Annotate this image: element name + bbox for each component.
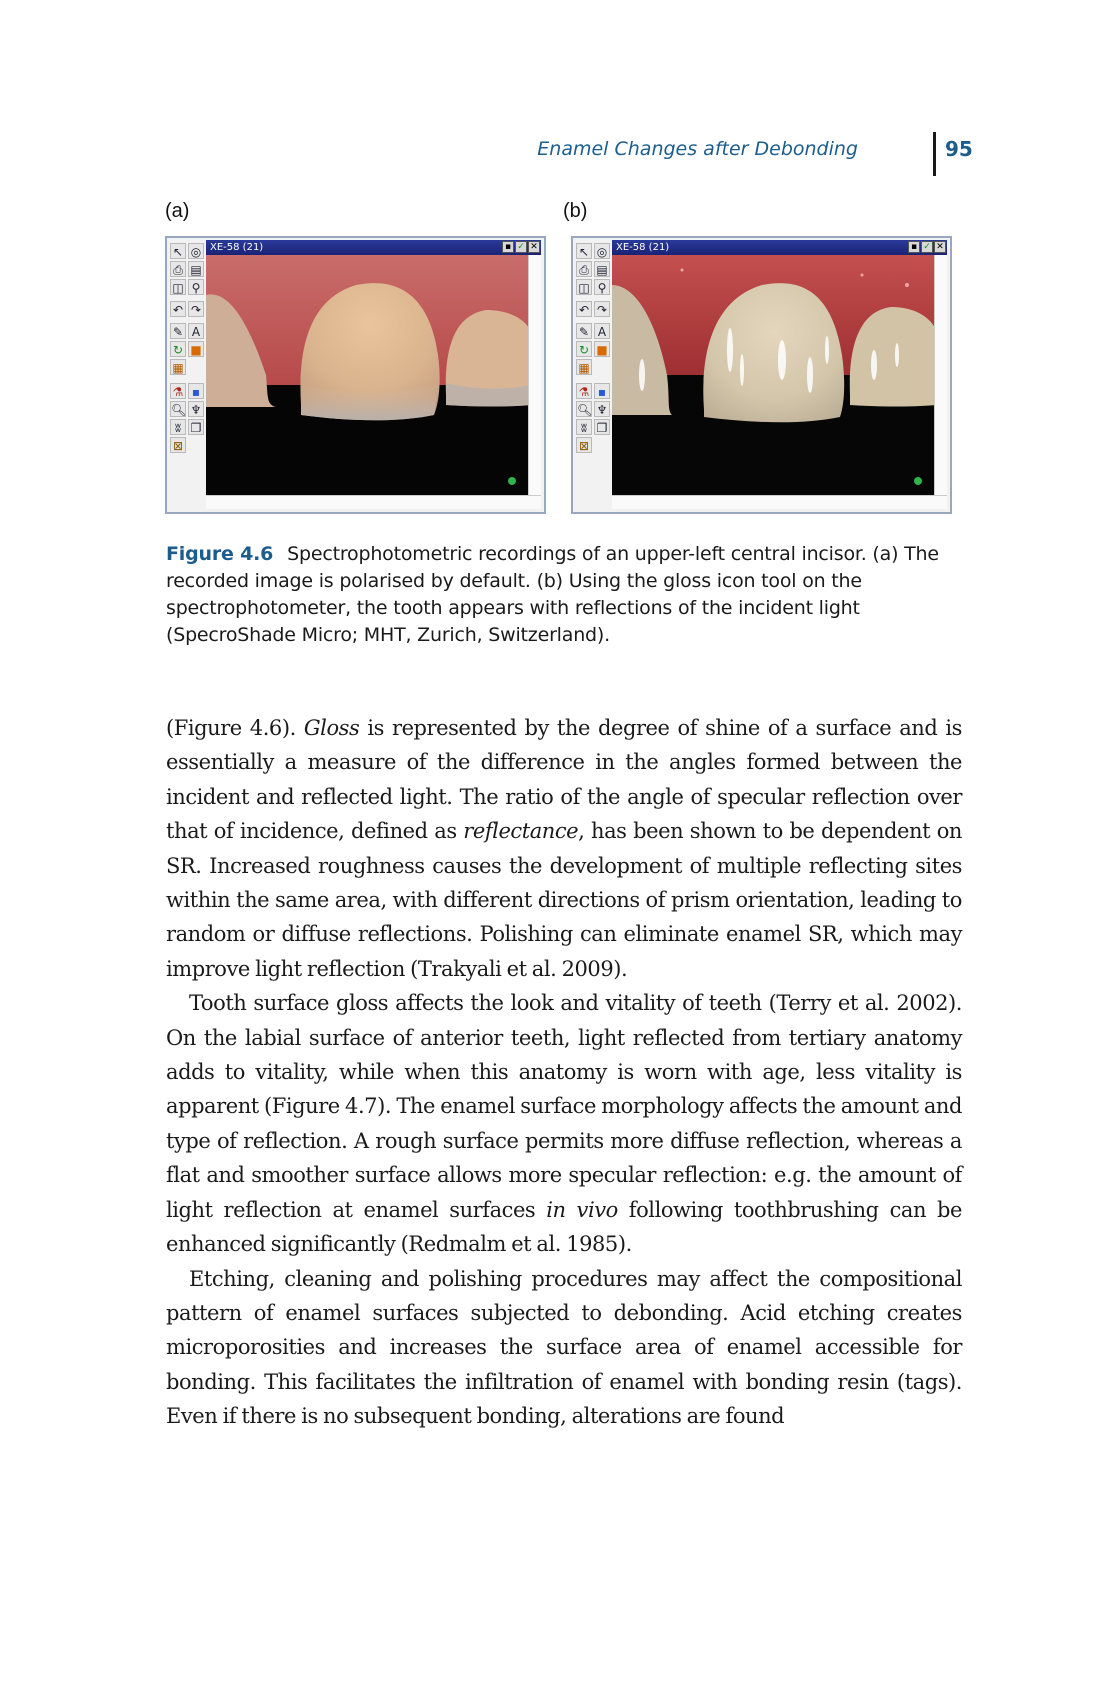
color-icon: ▪ <box>188 383 204 399</box>
tool-palette <box>576 243 612 479</box>
screenshot-panel-a <box>165 236 546 514</box>
window-icon: ◫ <box>576 279 592 295</box>
check-icon: ✓ <box>515 241 527 253</box>
pencil-icon: ✎ <box>170 323 186 339</box>
layers-icon: ❐ <box>188 419 204 435</box>
document-icon: ▤ <box>594 261 610 277</box>
tooth-icon: ♆ <box>188 401 204 417</box>
vertical-scrollbar[interactable] <box>934 255 947 495</box>
zoom-icon: ⚲ <box>594 279 610 295</box>
page-number: 95 <box>945 137 973 161</box>
image-icon: ⊠ <box>576 437 592 453</box>
p2-segment: following toothbrushing can be enhanced significantly (Redmalm et al. 1985). <box>166 1197 963 1257</box>
horizontal-scrollbar[interactable] <box>612 495 947 509</box>
layers-icon: ❐ <box>594 419 610 435</box>
teeth-icon: ʬ <box>170 419 186 435</box>
panel-label-a: (a) <box>165 200 190 222</box>
term-reflectance: reflectance <box>463 819 579 844</box>
stamp-icon: ■ <box>188 341 204 357</box>
caption-text: Spectrophotometric recordings of an upper-left central incisor. (a) The recorded image is polarised by default. (b) Using the gloss icon tool on the spectrophotometer, the tooth appears with reflections of the incident light (SpecroShade Micro; MHT, Zurich, Switzerland). <box>166 543 939 646</box>
p1-segment: , has been shown to be dependent on SR. Increased roughness causes the development of multiple reflecting sites within the same area, with different directions of prism orientation, leading to random or diffuse reflections. Polishing can eliminate enamel SR, which may improve light reflection (Trakyali et al. 2009). <box>166 819 962 981</box>
p2-segment: Tooth surface gloss affects the look and vitality of teeth (Terry et al. 2002). On the labial surface of anterior teeth, light reflected from tertiary anatomy adds to vitality, while when this anatomy is worn with age, less vitality is apparent (Figure 4.7). The enamel surface morphology affects the amount and type of reflection. A rough surface permits more diffuse reflection, whereas a flat and smoother surface allows more specular reflection: e.g. the amount of light reflection at enamel surfaces <box>166 991 962 1222</box>
undo-icon: ↶ <box>170 301 186 317</box>
save-icon: ▪ <box>908 241 920 253</box>
teeth-icon: ʬ <box>576 419 592 435</box>
check-icon: ✓ <box>921 241 933 253</box>
running-head <box>537 128 973 188</box>
horizontal-scrollbar[interactable] <box>206 495 541 509</box>
document-icon: ▤ <box>188 261 204 277</box>
search-icon: ◎ <box>188 243 204 259</box>
color-icon: ▪ <box>594 383 610 399</box>
image-icon: ⊠ <box>170 437 186 453</box>
printer-icon: ⎙ <box>170 261 186 277</box>
tooth-photo-gloss-graphic <box>612 255 934 495</box>
screenshot-panel-b <box>571 236 952 514</box>
vertical-scrollbar[interactable] <box>528 255 541 495</box>
paragraph-2 <box>166 986 962 1261</box>
flask-icon: ⚗ <box>170 383 186 399</box>
figure-label: Figure 4.6 <box>166 543 274 565</box>
p1-segment: (Figure 4.6). <box>166 716 304 740</box>
paragraph-3: Etching, cleaning and polishing procedures may affect the compositional pattern of enamel surfaces subjected to debonding. Acid etching creates microporosities and increases the surface area of enamel accessible for bonding. This facilitates the infiltration of enamel with bonding resin (tags). Even if there is no subsequent bonding, alterations are found <box>166 1266 962 1429</box>
magnifier-icon: 🔍︎ <box>171 403 187 417</box>
running-title: Enamel Changes after Debonding <box>537 138 858 160</box>
close-icon: ✕ <box>528 241 540 253</box>
redo-icon: ↷ <box>188 301 204 317</box>
text-icon: A <box>188 323 204 339</box>
tooth-photo-gloss <box>612 255 934 495</box>
tooth-icon: ♆ <box>594 401 610 417</box>
tooth-photo-polarised <box>206 255 528 495</box>
window-titlebar <box>612 240 947 255</box>
figure-caption <box>166 541 966 649</box>
running-head-divider <box>933 132 936 176</box>
close-icon: ✕ <box>934 241 946 253</box>
window-titlebar <box>206 240 541 255</box>
grid-icon: ▦ <box>576 359 592 375</box>
term-gloss: Gloss <box>303 716 360 740</box>
arrow-icon: ↖ <box>170 243 186 259</box>
rotate-icon: ↻ <box>170 341 186 357</box>
text-icon: A <box>594 323 610 339</box>
paragraph-1 <box>166 711 962 986</box>
window-title: XE-58 (21) <box>616 242 670 253</box>
pencil-icon: ✎ <box>576 323 592 339</box>
status-indicator <box>508 477 516 485</box>
tooth-photo-polarised-graphic <box>206 255 528 495</box>
flask-icon: ⚗ <box>576 383 592 399</box>
arrow-icon: ↖ <box>576 243 592 259</box>
window-icon: ◫ <box>170 279 186 295</box>
grid-icon: ▦ <box>170 359 186 375</box>
search-icon: ◎ <box>594 243 610 259</box>
body-text <box>166 711 962 1434</box>
term-in-vivo: in vivo <box>546 1197 618 1222</box>
magnifier-icon: 🔍︎ <box>577 403 593 417</box>
rotate-icon: ↻ <box>576 341 592 357</box>
printer-icon: ⎙ <box>576 261 592 277</box>
p1-segment: is represented by the degree of shine of a surface and is essentially a measure of the difference in the angles formed between the incident and reflected light. The ratio of the angle of specular reflection over that of incidence, defined as <box>166 716 962 844</box>
zoom-icon: ⚲ <box>188 279 204 295</box>
stamp-icon: ■ <box>594 341 610 357</box>
save-icon: ▪ <box>502 241 514 253</box>
tool-palette <box>170 243 206 479</box>
undo-icon: ↶ <box>576 301 592 317</box>
window-title: XE-58 (21) <box>210 242 264 253</box>
status-indicator <box>914 477 922 485</box>
panel-label-b: (b) <box>563 200 588 222</box>
redo-icon: ↷ <box>594 301 610 317</box>
